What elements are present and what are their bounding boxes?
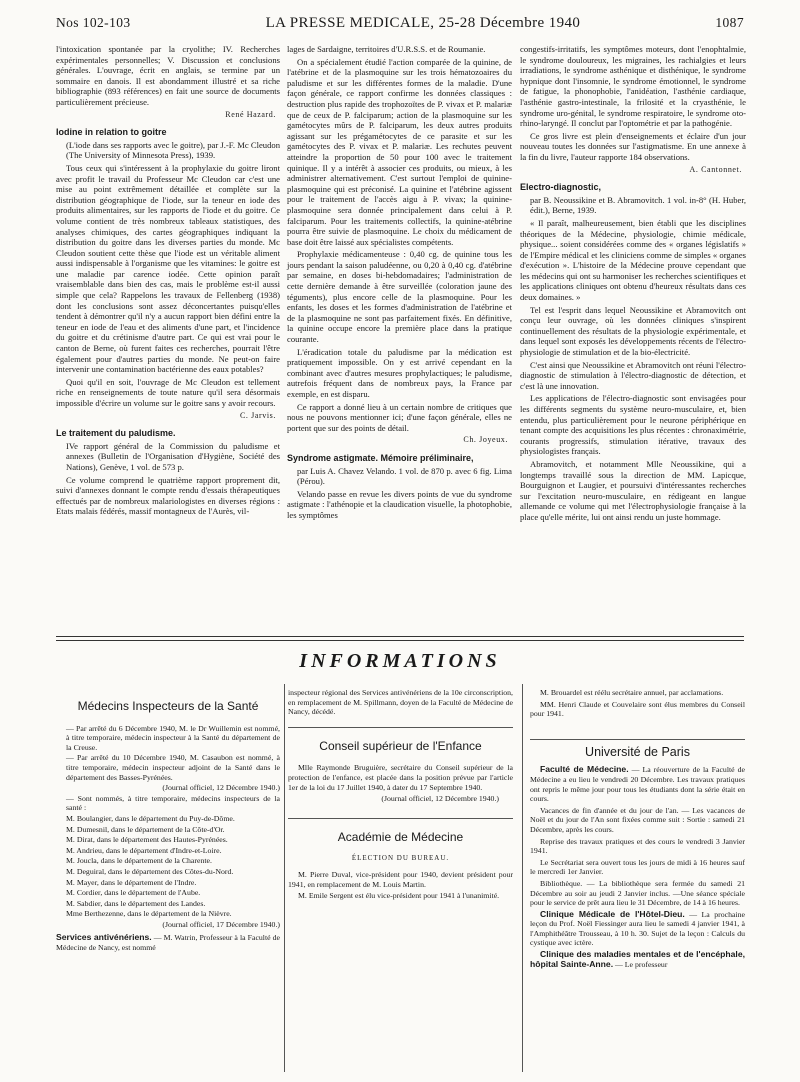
news-item-title: Services antivénériens. xyxy=(56,932,152,943)
appointments-list xyxy=(56,724,280,930)
source-citation: (Journal officiel, 17 Décembre 1940.) xyxy=(162,919,280,929)
news-column-1 xyxy=(56,688,280,955)
news-item xyxy=(530,950,745,969)
paragraph: M. Brouardel est réélu secrétaire annuel, par acclamations. xyxy=(540,688,724,697)
review-title: Iodine in relation to goitre xyxy=(56,127,167,138)
news-item xyxy=(530,910,745,948)
column-rule xyxy=(284,684,285,1072)
paragraph: Bibliothèque. — La bibliothèque sera fermée du samedi 21 Décembre au soir au jeudi 2 Janvier inclus. —Une séance spéciale pour le service de prêt aura lieu le 31 Décembre, de 14 à 16 heures. xyxy=(530,878,745,908)
divider xyxy=(530,739,745,740)
news-item-title: Clinique Médicale de l'Hôtel-Dieu. xyxy=(540,908,685,919)
list-item: M. Boulangier, dans le département du Puy-de-Dôme. xyxy=(66,813,235,823)
subheading: ÉLECTION DU BUREAU. xyxy=(351,854,450,863)
column-2 xyxy=(287,44,512,523)
paragraph: On a spécialement étudié l'action comparée de la quinine, de l'atébrine et de la plasmoquine sur les trois hématozoaires du paludisme et sur les différentes formes de la maladie. D'une façon générale, ce rapport confirme les données classiques : destruction plus rapide des trophozoïtes de P. vivax et P. malariæ que de ceux de P. falciparum; action de la plasmoquine sur les gamétocytes mûrs de P. falciparum, les deux autres produits agissant sur les prégamétocytes de ce parasite et sur les gamétocytes des P. vivax et P. malariæ. Les rechutes peuvent atteindre la proportion de 50 pour 100 avec le traitement quinique. Il y a intérêt à associer ces produits, ou mieux, à les administrer alternativement. C'est surtout l'emploi de quinine-plasmoquine qui est préconisé. La quinine et l'atébrine agissent pour le traitement de l'accès aigu à P. vivax; la quinine-plasmoquine sera donnée principalement dans celui à P. falciparum. Pour les traitements collectifs, la quinine-atébrine pourra être suivie de plasmoquine. Le choix du médicament de base doit être laissé aux spécialistes compétents. xyxy=(287,56,512,247)
list-item: — Par arrêté du 10 Décembre 1940, M. Casaubon est nommé, à titre temporaire, médecin inspecteur adjoint de la Santé dans le département des Basses-Pyrénées. xyxy=(66,753,280,782)
paragraph: L'éradication totale du paludisme par la médication est pratiquement impossible. On y est arrivé cependant en la combinant avec d'autres mesures prophylactiques; le paludisme, autrefois fréquent dans de nombreux pays, la France par exemple, en est disparu. xyxy=(287,346,512,399)
paragraph: « Il paraît, malheureusement, bien établi que les disciplines théoriques de la Médecine, physiologie, chimie médicale, physique... soient considérées comme des « organes législatifs » de l'Empire médical et les cliniciens comme de simples « organes d'exécution ». L'histoire de la Médecine prouve cependant que les médecins qui ont su harmoniser les recherches scientifiques et les applications cliniques ont obtenu d'heureux résultats dans ces deux domaines. » xyxy=(520,217,746,303)
review-subtitle: par B. Neoussikine et B. Abramovitch. 1 vol. in-8° (H. Huber, édit.), Berne, 1939. xyxy=(530,194,746,216)
review-title: Le traitement du paludisme. xyxy=(56,428,176,439)
news-column-2 xyxy=(288,688,513,903)
page-number: 1087 xyxy=(715,15,744,30)
source-citation: (Journal officiel, 12 Décembre 1940.) xyxy=(381,794,499,804)
review-subtitle: (L'iode dans ses rapports avec le goitre), par J.-F. Mc Cleudon (The University of Minnesota Press), 1939. xyxy=(66,139,280,161)
section-heading: Médecins Inspecteurs de la Santé xyxy=(77,699,259,713)
column-3 xyxy=(520,44,746,525)
news-item-title: Faculté de Médecine. xyxy=(540,764,629,775)
paragraph: congestifs-irritatifs, les symptômes moteurs, dont l'enophtalmie, le syndrome douloureux, les migraines, les rachialgies et leurs irradiations, le syndrome asthénique et disthénique, le syndrome hypnique dont l'insomnie, le syndrome émotionnel, le syndrome de fatigue, la phonophobie, l'anidéation, l'asthénie cardiaque, l'asthénie gastro-intestinale, la frilosité et la cryasthénie, le syndrome uro-génital, le syndrome respiratoire, le syndrome oto-rhino-laryngé. Il conclut par l'optométrie et par la pathogénie. xyxy=(520,44,746,129)
paragraph: Velando passe en revue les divers points de vue du syndrome astigmate : l'athénopie et la claudication visuelle, la photophobie, les symptômes xyxy=(287,488,512,520)
news-item-text: — Le professeur xyxy=(615,959,668,969)
paragraph: Les applications de l'électro-diagnostic sont envisagées pour les différents segments du système neuro-musculaire, et, bien entendu, plus particulièrement pour le neurone périphérique en tenant compte des acquisitions les plus récentes : chronaximétrie, courants progressifs, stimulation itérative, travaux des physiologistes français. xyxy=(520,393,746,457)
section-divider xyxy=(56,636,744,637)
list-item: M. Deguiral, dans le département des Côtes-du-Nord. xyxy=(66,866,234,876)
review-title: Syndrome astigmate. Mémoire préliminaire, xyxy=(287,452,474,463)
paragraph: Prophylaxie médicamenteuse : 0,40 cg. de quinine tous les jours pendant la saison paludéenne, ou 0,20 à 0,40 cg. d'atébrine par semaine, en doses bi-hebdomadaires; l'administration de cette dernière demande à être surveillée (coloration jaune des téguments), plus encore celle de la plasmoquine. Pour les enfants, les doses et les formes d'administration de l'atébrine et de la plasmoquine ne sont pas parfaitement fixés. En définitive, la quinine occupe encore la première place dans la pratique courante. xyxy=(287,249,512,345)
list-item: M. Mayer, dans le département de l'Indre. xyxy=(66,877,197,887)
news-column-3 xyxy=(530,688,745,971)
signature: Ch. Joyeux. xyxy=(463,435,508,445)
column-rule xyxy=(522,684,523,1072)
paragraph: M. Emile Sergent est élu vice-président pour 1941 à l'unanimité. xyxy=(298,891,500,901)
list-item: M. Dirat, dans le département des Hautes-Pyrénées. xyxy=(66,835,228,845)
paragraph: Mlle Raymonde Bruguière, secrétaire du Conseil supérieur de la protection de l'enfance, est placée dans la position prévue par l'article 1er de la loi du 17 Juillet 1940, à dater du 17 Septembre 1940. xyxy=(288,763,513,792)
paragraph: Ce volume comprend le quatrième rapport proprement dit, suivi d'annexes donnant le compte rendu d'essais thérapeutiques effectués par de nombreux malariologistes en diverses régions : Etats malais fédérés, massif montagneux de l'Aurès, vil- xyxy=(56,474,280,517)
section-divider xyxy=(56,640,744,641)
signature: A. Cantonnet. xyxy=(689,164,742,174)
section-heading: Conseil supérieur de l'Enfance xyxy=(319,738,482,753)
paragraph: Le Secrétariat sera ouvert tous les jours de midi à 16 heures sauf le mercredi 1er Janvier. xyxy=(530,857,745,877)
issue-number: Nos 102-103 xyxy=(56,15,131,30)
signature: René Hazard. xyxy=(225,109,276,119)
journal-title: LA PRESSE MEDICALE, 25-28 Décembre 1940 xyxy=(265,14,581,31)
column-1 xyxy=(56,44,280,519)
section-heading: Académie de Médecine xyxy=(337,829,464,844)
news-item-text: — La réouverture de la Faculté de Médecine a eu lieu le vendredi 20 Décembre. Les travaux pratiques ont repris le même jour pour tous les étudiants dont la série était en cours. xyxy=(530,765,745,804)
list-item: — Par arrêté du 6 Décembre 1940, M. le Dr Wuillemin est nommé, à titre temporaire, médecin inspecteur à la Santé du département de la Creuse. xyxy=(66,723,280,752)
review-title: Electro-diagnostic, xyxy=(520,182,602,193)
list-item: — Sont nommés, à titre temporaire, médecins inspecteurs de la santé : xyxy=(66,793,280,813)
paragraph: Ce gros livre est plein d'enseignements et éclaire d'un jour nouveau toutes les données sur l'astigmatisme. En une annexe à la fin du livre, l'auteur rapporte 184 observations. xyxy=(520,130,746,162)
paragraph: Reprise des travaux pratiques et des cours le vendredi 3 Janvier 1941. xyxy=(530,836,745,856)
paragraph: Vacances de fin d'année et du jour de l'an. — Les vacances de Noël et du jour de l'An sont fixées comme suit : Sortie : samedi 21 Décembre, après les cours. xyxy=(530,805,745,834)
paragraph: Ce rapport a donné lieu à un certain nombre de critiques que nous ne pouvons mentionner ici; d'une façon générale, elles ne portent que sur des points de détail. xyxy=(287,401,512,433)
news-item xyxy=(56,933,280,952)
divider xyxy=(288,727,513,728)
paragraph: Tel est l'esprit dans lequel Neoussikine et Abramovitch ont conçu leur ouvrage, où les données cliniques s'inspirent continuellement des résultats de la physiologie expérimentale, et dans lequel sont exposés les développements récents de l'électro-physiologie de stimulation et de la bio-électricité. xyxy=(520,304,746,358)
news-item-title: Clinique des maladies mentales et de l'encéphale, hôpital Sainte-Anne. xyxy=(530,949,745,969)
list-item: M. Andrieu, dans le département d'Indre-et-Loire. xyxy=(66,845,222,855)
news-item-text: — La prochaine leçon du Prof. Noël Fiessinger aura lieu le samedi 4 janvier 1941, à l'Amphithéâtre Trousseau, à 10 h. 30. Sujet de la leçon : Calculs du cystique avec ictère. xyxy=(530,909,745,948)
informations-heading: INFORMATIONS xyxy=(299,650,501,672)
paragraph: Abramovitch, et notamment Mlle Neoussikine, qui a longtemps travaillé sous la direction de MM. Lapicque, Bourguignon et Laugier, et poursuivi d'intéressantes recherches sur l'excitation neuro-musculaire, en rédigeant en langue allemande ce volume qui met l'électrophysiologie française à la place qu'elle mérite, lui ont ainsi rendu un juste hommage. xyxy=(520,458,746,522)
divider xyxy=(288,818,513,819)
list-item: M. Cordier, dans le département de l'Aube. xyxy=(66,888,201,898)
news-item-text: — M. Watrin, Professeur à la Faculté de Médecine de Nancy, est nommé xyxy=(56,933,281,953)
paragraph: MM. Henri Claude et Couvelaire sont élus membres du Conseil pour 1941. xyxy=(530,699,745,719)
signature: C. Jarvis. xyxy=(240,410,276,420)
list-item: M. Dumesnil, dans le département de la Côte-d'Or. xyxy=(66,824,225,834)
paragraph: C'est ainsi que Neoussikine et Abramovitch ont réuni l'électro-diagnostic de stimulation à l'électro-diagnostic de détection, et c'est là une innovation. xyxy=(520,359,746,391)
paragraph: inspecteur régional des Services antivénériens de la 10e circonscription, en remplacement de M. Spillmann, doyen de la Faculté de Médecine de Nancy, décédé. xyxy=(288,688,513,717)
section-heading: Université de Paris xyxy=(585,744,690,759)
review-subtitle: IVe rapport général de la Commission du paludisme et annexes (Bulletin de l'Organisation d'Hygiène, Société des Nations), Genève, 1 vol. de 573 p. xyxy=(66,440,280,472)
news-item xyxy=(530,765,745,803)
list-item: Mme Berthezenne, dans le département de la Nièvre. xyxy=(66,909,232,919)
page-header xyxy=(56,10,744,36)
paragraph: Quoi qu'il en soit, l'ouvrage de Mc Cleudon est tellement riche en renseignements de toute nature qu'il sera désormais impossible d'écrire un volume sur le goitre sans y avoir recours. xyxy=(56,376,280,408)
source-citation: (Journal officiel, 12 Décembre 1940.) xyxy=(162,783,280,793)
list-item: M. Joucla, dans le département de la Charente. xyxy=(66,856,212,866)
list-item: M. Sabdier, dans le département des Landes. xyxy=(66,898,206,908)
paragraph: M. Pierre Duval, vice-président pour 1940, devient président pour 1941, en remplacement de M. Louis Martin. xyxy=(288,869,513,889)
paragraph: l'intoxication spontanée par la cryolithe; IV. Recherches expérimentales personnelles; V. Discussion et conclusions générales. L'ouvrage, écrit en anglais, se termine par un sommaire en danois. Il est abondamment illustré et sa riche bibliographie (893 références) en fait une source de documents particulièrement précieuse. xyxy=(56,44,280,107)
review-subtitle: par Luis A. Chavez Velando. 1 vol. de 870 p. avec 6 fig. Lima (Pérou). xyxy=(297,465,512,487)
paragraph: Tous ceux qui s'intéressent à la prophylaxie du goitre liront avec profit le travail du Professeur Mc Cleudon car c'est une mise au point extrêmement détaillée et complète sur la distribution géographique de l'iode, sur la teneur en iode des produits alimentaires, sur les rapports de l'iode et du goitre. Ce volume contient de très nombreux tableaux statistiques, des analyses chimiques, des cartes géographiques indiquant la distribution du goitre dans les diverses parties du monde. Mc Cleudon soutient cette thèse que l'iode est un véritable aliment aussi indispensable à l'organisme que les vitamines: le goitre est une maladie par carence iodée. Cette opinion paraît vraisemblable dans bien des cas, mais le problème est-il aussi simple que cela? Rappelons les travaux de Fellenberg (1938) dont les conclusions sont assez déconcertantes puisqu'elles tendent à démontrer qu'il n'y a aucun rapport bien défini entre la teneur en iode de l'eau et des aliments d'une part, et l'incidence du goitre et du crétinisme d'autre part. Ce qui est vrai pour le canton de Berne, où furent faites ces recherches, pourrait l'être également pour d'autres parties du monde. Ne peut-on faire intervenir une contamination bactérienne des eaux potables? xyxy=(56,162,280,375)
paragraph: lages de Sardaigne, territoires d'U.R.S.S. et de Roumanie. xyxy=(287,44,486,54)
